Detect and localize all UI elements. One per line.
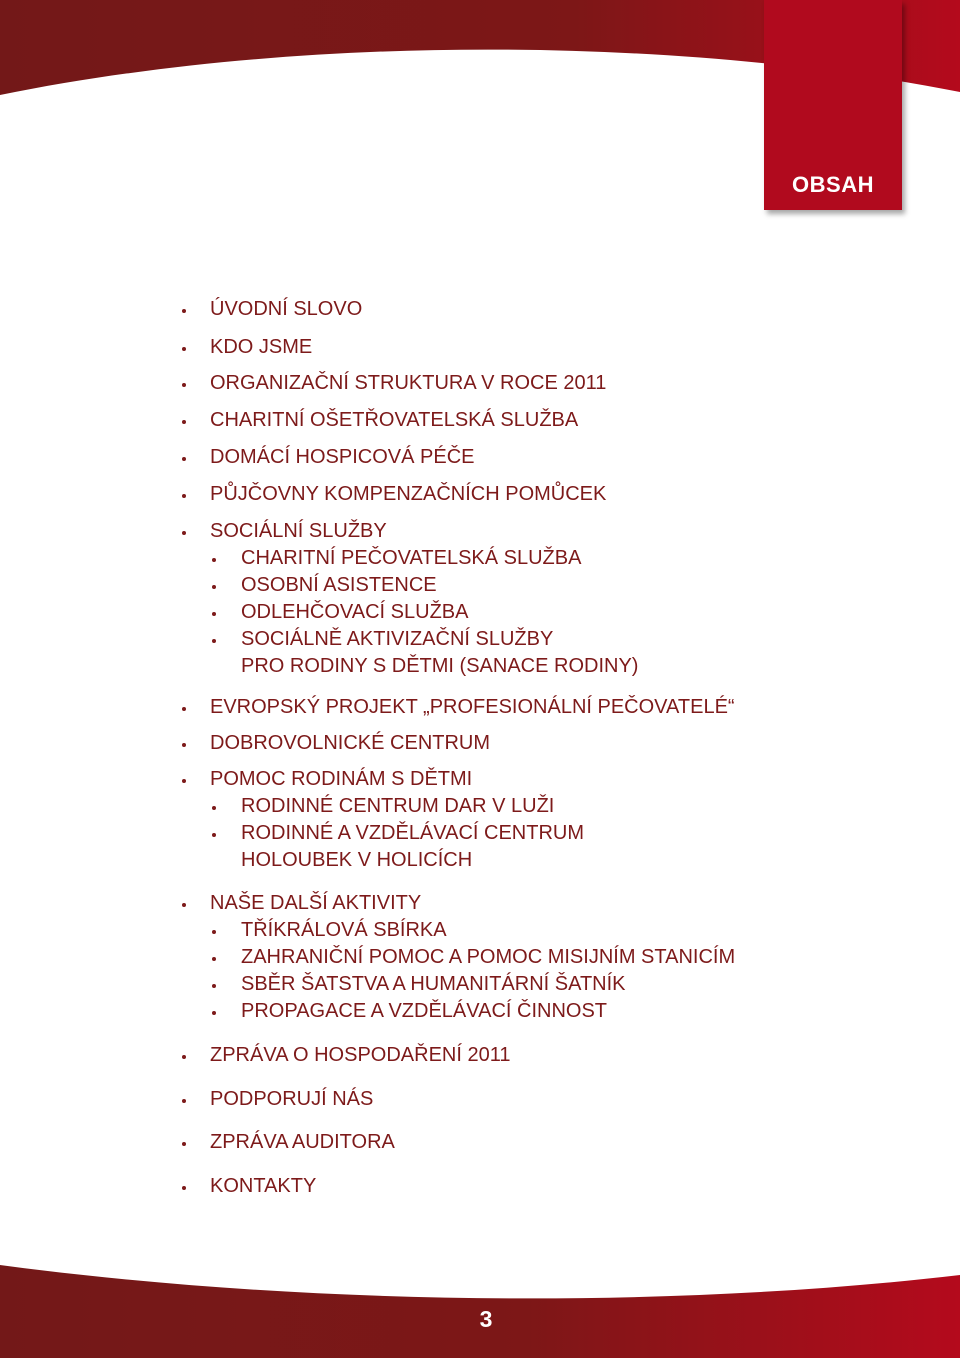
bullet-icon [182,1099,186,1103]
bullet-icon [212,639,216,643]
bullet-icon [212,1011,216,1015]
toc-entry[interactable]: ORGANIZAČNÍ STRUKTURA V ROCE 2011 [210,372,607,394]
bullet-icon [182,531,186,535]
toc-subentry[interactable]: PRO RODINY S DĚTMI (SANACE RODINY) [241,655,639,677]
bullet-icon [212,558,216,562]
bullet-icon [182,707,186,711]
toc-subentry[interactable]: ZAHRANIČNÍ POMOC A POMOC MISIJNÍM STANICÍM [241,946,736,968]
bullet-icon [182,1186,186,1190]
bullet-icon [182,494,186,498]
toc-entry[interactable]: KONTAKTY [210,1175,317,1197]
bullet-icon [212,806,216,810]
toc-entry[interactable]: PŮJČOVNY KOMPENZAČNÍCH POMŮCEK [210,483,607,505]
bullet-icon [182,743,186,747]
bullet-icon [212,984,216,988]
bullet-icon [182,779,186,783]
toc-entry[interactable]: POMOC RODINÁM S DĚTMI [210,768,473,790]
section-tab-label: OBSAH [792,172,874,197]
bullet-icon [212,930,216,934]
toc-subentry[interactable]: HOLOUBEK V HOLICÍCH [241,849,473,871]
bullet-icon [182,1142,186,1146]
toc-subentry[interactable]: OSOBNÍ ASISTENCE [241,574,437,596]
toc-entry[interactable]: DOMÁCÍ HOSPICOVÁ PÉČE [210,446,475,468]
bullet-icon [212,585,216,589]
page-number: 3 [479,1306,493,1332]
toc-subentry[interactable]: RODINNÉ CENTRUM DAR V LUŽI [241,795,555,817]
toc-entry[interactable]: ÚVODNÍ SLOVO [210,298,363,320]
bullet-icon [182,1055,186,1059]
toc-entry[interactable]: EVROPSKÝ PROJEKT „PROFESIONÁLNÍ PEČOVATELÉ“ [210,696,735,718]
bullet-icon [212,612,216,616]
toc-entry[interactable]: SOCIÁLNÍ SLUŽBY [210,520,387,542]
toc-subentry[interactable]: ODLEHČOVACÍ SLUŽBA [241,601,469,623]
bullet-icon [182,903,186,907]
bullet-icon [182,457,186,461]
bullet-icon [212,957,216,961]
toc-entry[interactable]: NAŠE DALŠÍ AKTIVITY [210,892,422,914]
bullet-icon [182,347,186,351]
bullet-icon [182,309,186,313]
toc-subentry[interactable]: SOCIÁLNĚ AKTIVIZAČNÍ SLUŽBY [241,628,554,650]
toc-subentry[interactable]: TŘÍKRÁLOVÁ SBÍRKA [241,919,447,941]
toc-entry[interactable]: CHARITNÍ OŠETŘOVATELSKÁ SLUŽBA [210,409,579,431]
toc-entry[interactable]: KDO JSME [210,336,313,358]
bullet-icon [182,383,186,387]
bullet-icon [212,833,216,837]
toc-subentry[interactable]: RODINNÉ A VZDĚLÁVACÍ CENTRUM [241,822,585,844]
toc-entry[interactable]: ZPRÁVA AUDITORA [210,1131,395,1153]
toc-subentry[interactable]: SBĚR ŠATSTVA A HUMANITÁRNÍ ŠATNÍK [241,973,626,995]
toc-entry[interactable]: ZPRÁVA O HOSPODAŘENÍ 2011 [210,1044,511,1066]
toc-subentry[interactable]: PROPAGACE A VZDĚLÁVACÍ ČINNOST [241,1000,608,1022]
toc-subentry[interactable]: CHARITNÍ PEČOVATELSKÁ SLUŽBA [241,547,582,569]
toc-entry[interactable]: PODPORUJÍ NÁS [210,1088,374,1110]
toc-entry[interactable]: DOBROVOLNICKÉ CENTRUM [210,732,491,754]
bullet-icon [182,420,186,424]
